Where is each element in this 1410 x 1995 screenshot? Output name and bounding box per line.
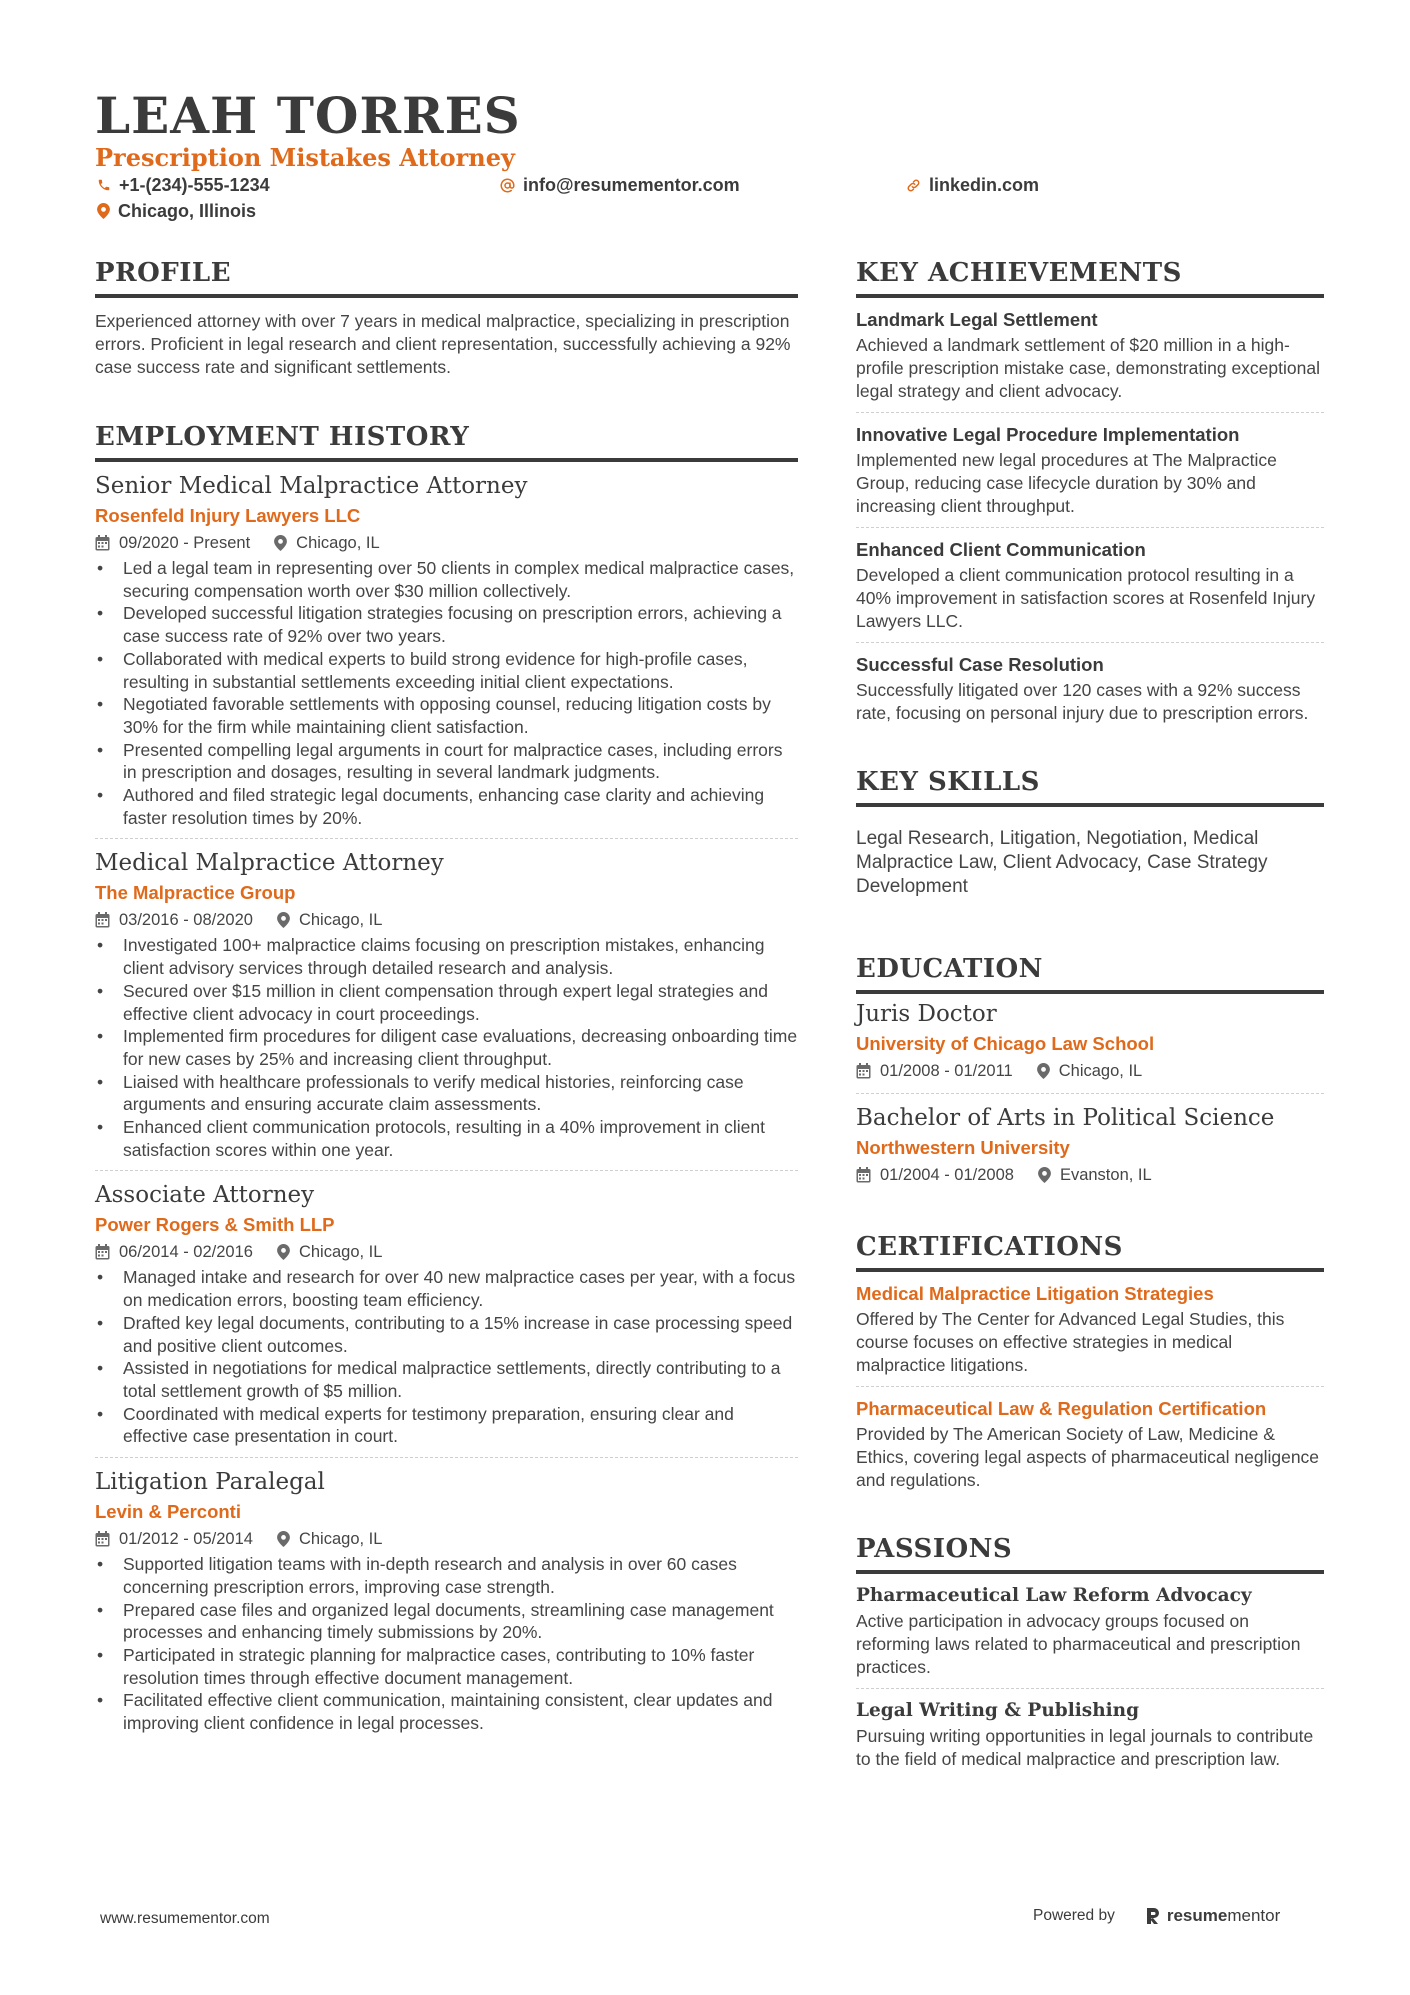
skills-text: Legal Research, Litigation, Negotiation, Medical Malpractice Law, Client Advocacy, Case Strategy Development [856,828,1268,897]
location-text: Chicago, Illinois [118,201,257,221]
list-item: • Enhanced client communication protocols, resulting in a 40% improvement in client satisfaction scores within one year. [95,1116,798,1161]
job-bullets [95,557,798,829]
education-heading: EDUCATION [856,952,1324,994]
list-item: • Investigated 100+ malpractice claims focusing on prescription mistakes, enhancing client advisory services through detailed research and analysis. [95,934,798,979]
education-meta [856,1162,1324,1188]
certification-item [856,1395,1324,1492]
list-item: • Drafted key legal documents, contributing to a 15% increase in case processing speed and positive client outcomes. [95,1312,798,1357]
footer-powered [1033,1906,1280,1926]
list-item: • Assisted in negotiations for medical malpractice settlements, directly contributing to a total settlement growth of $5 million. [95,1357,798,1402]
map-pin-icon [97,203,110,219]
education-meta [856,1058,1324,1084]
job-dates: 03/2016 - 08/2020 [119,911,253,930]
achievement-text: Achieved a landmark settlement of $20 million in a high-profile prescription mistake case, demonstrating exceptional legal strategy and client advocacy. [856,335,1320,401]
map-pin-icon [274,535,287,551]
education-location: Evanston, IL [1059,1166,1152,1184]
job-bullets [95,934,798,1161]
list-item: • Authored and filed strategic legal documents, enhancing case clarity and achieving faster resolution times by 20%. [95,784,798,829]
passion-item [856,1697,1324,1771]
job-entry [95,470,798,829]
certification-title: Medical Malpractice Litigation Strategies [856,1283,1214,1304]
passion-text: Pursuing writing opportunities in legal journals to contribute to the field of medical malpractice and prescription law. [856,1726,1314,1769]
resumementor-logo-icon [1145,1906,1161,1926]
list-item: • Supported litigation teams with in-depth research and analysis in over 60 cases concerning prescription errors, improving case strength. [95,1553,798,1598]
divider [856,527,1324,528]
divider [856,642,1324,643]
job-meta [95,1526,798,1552]
map-pin-icon [277,1244,290,1260]
achievement-title: Enhanced Client Communication [856,539,1146,560]
divider [95,1457,798,1458]
job-company: The Malpractice Group [95,882,296,904]
phone-icon [97,178,111,192]
divider [856,1688,1324,1689]
list-item: • Collaborated with medical experts to build strong evidence for high-profile cases, resulting in substantial settlements exceeding initial client expectations. [95,648,798,693]
phone-text: +1-(234)-555-1234 [119,175,270,195]
certification-text: Offered by The Center for Advanced Legal Studies, this course focuses on effective strategies in medical malpractice litigations. [856,1309,1285,1375]
profile-text: Experienced attorney with over 7 years in medical malpractice, specializing in prescription errors. Proficient in legal research and client representation, successfully achieving a 92% case success rate and significant settlements. [95,311,791,377]
education-item [856,1102,1324,1188]
job-dates: 09/2020 - Present [119,534,251,552]
job-meta [95,530,798,556]
education-location: Chicago, IL [1058,1062,1143,1080]
list-item: • Presented compelling legal arguments in court for malpractice cases, including errors in prescription and dosages, resulting in several landmark judgments. [95,739,798,784]
job-company: Rosenfeld Injury Lawyers LLC [95,505,361,526]
footer-website[interactable]: www.resumementor.com [100,1910,270,1927]
job-dates: 01/2012 - 05/2014 [119,1530,253,1549]
left-column [95,256,798,1735]
education-item [856,998,1324,1084]
achievement-item [856,306,1324,403]
certification-title: Pharmaceutical Law & Regulation Certification [856,1398,1267,1419]
calendar-icon [95,535,110,551]
profile-heading: PROFILE [95,256,798,298]
achievement-item [856,536,1324,633]
contact-email[interactable] [500,173,740,197]
job-location: Chicago, IL [298,1243,383,1262]
list-item: • Developed successful litigation strategies focusing on prescription errors, achieving a case success rate of 92% over two years. [95,602,798,647]
job-location: Chicago, IL [296,534,380,552]
skills-heading: KEY SKILLS [856,765,1324,807]
map-pin-icon [277,912,290,928]
passion-title: Legal Writing & Publishing [856,1700,1140,1721]
candidate-name: LEAH TORRES [95,86,521,145]
job-title: Senior Medical Malpractice Attorney [95,473,528,499]
divider [95,838,798,839]
contact-location [97,199,256,223]
map-pin-icon [1037,1063,1050,1079]
brand-logo[interactable] [1145,1906,1280,1926]
education-dates: 01/2004 - 01/2008 [880,1166,1014,1184]
education-school: Northwestern University [856,1137,1070,1158]
certification-item [856,1280,1324,1377]
job-location: Chicago, IL [298,911,383,930]
job-entry [95,847,798,1161]
achievements-heading: KEY ACHIEVEMENTS [856,256,1324,298]
list-item: • Coordinated with medical experts for testimony preparation, ensuring clear and effective case presentation in court. [95,1403,798,1448]
achievement-title: Successful Case Resolution [856,654,1104,675]
list-item: • Participated in strategic planning for malpractice cases, contributing to 10% faster resolution times through effective document management. [95,1644,798,1689]
job-dates: 06/2014 - 02/2016 [119,1243,253,1262]
job-meta [95,1239,798,1265]
job-meta [95,907,798,933]
email-text: info@resumementor.com [523,175,740,195]
map-pin-icon [277,1531,290,1547]
brand-name-b: mentor [1227,1906,1281,1925]
link-icon [906,178,921,193]
education-degree: Juris Doctor [856,1001,997,1027]
passion-title: Pharmaceutical Law Reform Advocacy [856,1585,1252,1606]
calendar-icon [856,1167,871,1183]
right-column [856,256,1324,1771]
list-item: • Liaised with healthcare professionals to verify medical histories, reinforcing case arguments and ensuring accurate claim assessments. [95,1071,798,1116]
job-entry [95,1179,798,1448]
passion-text: Active participation in advocacy groups focused on reforming laws related to pharmaceutical and prescription practices. [856,1611,1301,1677]
education-degree: Bachelor of Arts in Political Science [856,1105,1275,1131]
divider [856,1386,1324,1387]
achievement-text: Developed a client communication protocol resulting in a 40% improvement in satisfaction scores at Rosenfeld Injury Lawyers LLC. [856,565,1316,631]
list-item: • Managed intake and research for over 40 new malpractice cases per year, with a focus on medication errors, boosting team efficiency. [95,1266,798,1311]
job-company: Power Rogers & Smith LLP [95,1214,335,1236]
achievement-title: Landmark Legal Settlement [856,309,1098,330]
list-item: • Facilitated effective client communication, maintaining consistent, clear updates and improving client confidence in legal processes. [95,1689,798,1734]
job-entry [95,1466,798,1735]
employment-heading: EMPLOYMENT HISTORY [95,420,798,462]
certification-text: Provided by The American Society of Law, Medicine & Ethics, covering legal aspects of pharmaceutical negligence and regulations. [856,1424,1320,1490]
education-dates: 01/2008 - 01/2011 [880,1062,1013,1080]
achievement-title: Innovative Legal Procedure Implementation [856,424,1240,445]
linkedin-text: linkedin.com [929,175,1040,195]
candidate-role: Prescription Mistakes Attorney [95,143,515,172]
achievement-item [856,421,1324,518]
calendar-icon [95,1531,110,1547]
calendar-icon [856,1063,871,1079]
list-item: • Prepared case files and organized legal documents, streamlining case management processes and enhancing timely submissions by 20%. [95,1599,798,1644]
passions-heading: PASSIONS [856,1532,1324,1574]
job-bullets [95,1266,798,1448]
divider [856,412,1324,413]
calendar-icon [95,1244,110,1260]
certifications-heading: CERTIFICATIONS [856,1230,1324,1272]
job-title: Litigation Paralegal [95,1469,325,1496]
achievement-text: Successfully litigated over 120 cases with a 92% success rate, focusing on personal injury due to prescription errors. [856,680,1309,723]
contact-linkedin[interactable] [906,173,1039,197]
job-title: Associate Attorney [95,1182,315,1209]
list-item: • Implemented firm procedures for diligent case evaluations, decreasing onboarding time for new cases by 25% and increasing client throughput. [95,1025,798,1070]
brand-name-a: resume [1166,1906,1228,1925]
at-sign-icon [500,178,515,193]
achievement-text: Implemented new legal procedures at The Malpractice Group, reducing case lifecycle duration by 30% and increasing client throughput. [856,450,1277,516]
job-location: Chicago, IL [298,1530,383,1549]
divider [856,1093,1324,1094]
contact-phone[interactable] [97,173,270,197]
job-company: Levin & Perconti [95,1501,241,1523]
calendar-icon [95,912,110,928]
achievement-item [856,651,1324,725]
education-school: University of Chicago Law School [856,1033,1155,1054]
list-item: • Secured over $15 million in client compensation through expert legal strategies and effective client advocacy in court proceedings. [95,980,798,1025]
passion-item [856,1582,1324,1679]
list-item: • Led a legal team in representing over 50 clients in complex medical malpractice cases, securing compensation worth over $30 million collectively. [95,557,798,602]
divider [95,1170,798,1171]
job-title: Medical Malpractice Attorney [95,850,444,877]
list-item: • Negotiated favorable settlements with opposing counsel, reducing litigation costs by 30% for the firm while maintaining client satisfaction. [95,693,798,738]
map-pin-icon [1038,1167,1051,1183]
powered-by-label: Powered by [1033,1907,1115,1924]
job-bullets [95,1553,798,1735]
